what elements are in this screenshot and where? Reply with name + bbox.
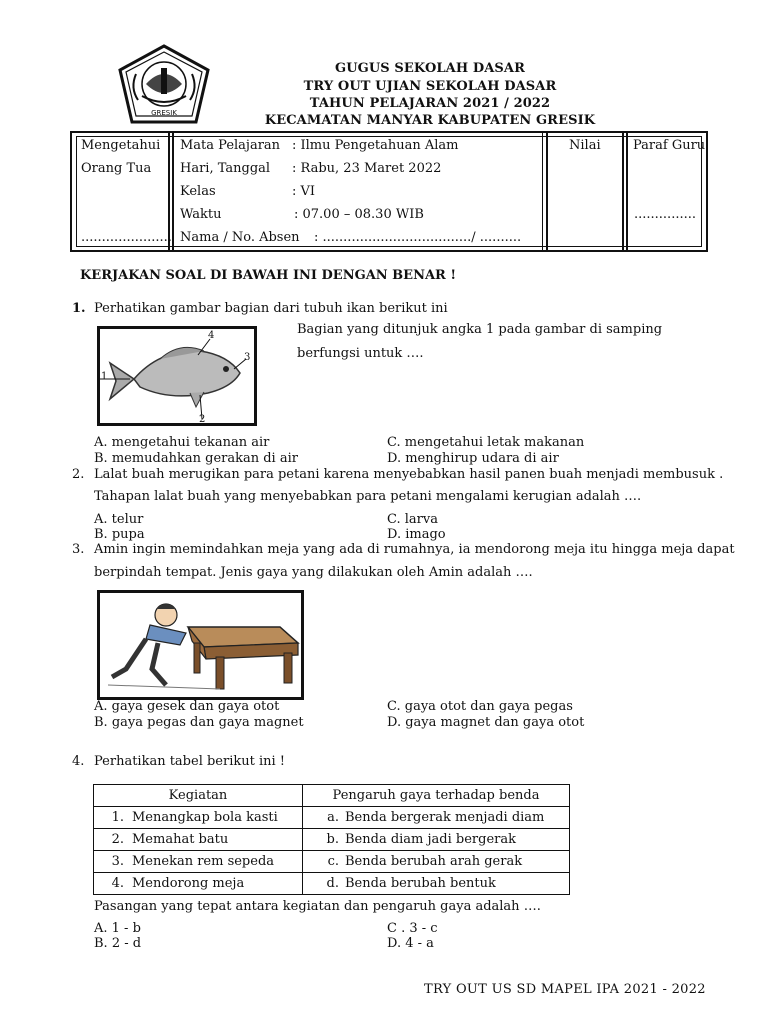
q2-option-b[interactable]: B. pupa [94, 527, 145, 542]
parent-signature-line: ...................... [81, 230, 172, 245]
q1-option-c[interactable]: C. mengetahui letak makanan [387, 435, 585, 450]
row-number: 3. [111, 854, 124, 869]
q2-option-a[interactable]: A. telur [94, 512, 144, 527]
row-letter: d. [326, 876, 339, 891]
waktu-value: : 07.00 – 08.30 WIB [294, 207, 424, 222]
nilai-label: Nilai [569, 138, 601, 153]
paraf-label: Paraf Guru [633, 138, 706, 153]
row-letter: a. [327, 810, 339, 825]
q2-option-c[interactable]: C. larva [387, 512, 438, 527]
logo-text: GRESIK [151, 109, 177, 117]
table-row [94, 807, 570, 829]
orang-tua-label: Orang Tua [81, 161, 152, 176]
fish-label-2: 2 [199, 414, 206, 425]
row-kegiatan: Mendorong meja [132, 876, 245, 891]
instruction: KERJAKAN SOAL DI BAWAH INI DENGAN BENAR ! [80, 268, 457, 283]
q3-number: 3. [72, 542, 85, 557]
paraf-dots: ............... [634, 207, 696, 222]
table-row [94, 873, 570, 895]
table-row [94, 851, 570, 873]
row-number: 4. [111, 876, 124, 891]
waktu-label: Waktu [180, 207, 222, 222]
header-line-3: TAHUN PELAJARAN 2021 / 2022 [309, 96, 551, 111]
q4-option-d[interactable]: D. 4 - a [387, 936, 434, 951]
header-line-4: KECAMATAN MANYAR KABUPATEN GRESIK [264, 113, 596, 128]
kelas-label: Kelas [180, 184, 216, 199]
q1-number: 1. [72, 301, 86, 316]
q2-text: Lalat buah merugikan para petani karena menyebabkan hasil panen buah menjadi membusuk . [94, 467, 724, 482]
q1-option-d[interactable]: D. menghirup udara di air [387, 451, 559, 466]
fish-label-4: 4 [208, 330, 215, 341]
fish-label-3: 3 [244, 352, 251, 363]
mapel-label: Mata Pelajaran [180, 138, 281, 153]
q3-option-d[interactable]: D. gaya magnet dan gaya otot [387, 715, 585, 730]
row-number: 1. [111, 810, 124, 825]
hari-value: : Rabu, 23 Maret 2022 [292, 161, 442, 176]
row-pengaruh: Benda berubah bentuk [345, 876, 496, 891]
q4-option-a[interactable]: A. 1 - b [94, 921, 141, 936]
table-header-pengaruh: Pengaruh gaya terhadap benda [303, 785, 570, 807]
nama-label: Nama / No. Absen [180, 230, 300, 245]
footer-text: TRY OUT US SD MAPEL IPA 2021 - 2022 [424, 982, 706, 997]
nama-value: : ..................................../ .......... [314, 230, 522, 245]
header-line-1: GUGUS SEKOLAH DASAR [335, 61, 525, 76]
row-number: 2. [111, 832, 124, 847]
mapel-value: : Ilmu Pengetahuan Alam [292, 138, 459, 153]
row-pengaruh: Benda berubah arah gerak [345, 854, 523, 869]
fish-label-1: 1 [101, 371, 108, 382]
table-header-kegiatan: Kegiatan [94, 785, 303, 807]
q2-text-2: Tahapan lalat buah yang menyebabkan para petani mengalami kerugian adalah …. [94, 489, 642, 504]
row-kegiatan: Memahat batu [132, 832, 229, 847]
q3-text: Amin ingin memindahkan meja yang ada di rumahnya, ia mendorong meja itu hingga meja dapat [94, 542, 735, 557]
mengetahui-label: Mengetahui [81, 138, 161, 153]
student-info-table [70, 131, 708, 252]
row-kegiatan: Menangkap bola kasti [132, 810, 278, 825]
q3-option-b[interactable]: B. gaya pegas dan gaya magnet [94, 715, 304, 730]
q1-option-a[interactable]: A. mengetahui tekanan air [94, 435, 270, 450]
q4-number: 4. [72, 754, 85, 769]
q2-number: 2. [72, 467, 85, 482]
header-line-2: TRY OUT UJIAN SEKOLAH DASAR [303, 79, 557, 94]
school-logo [116, 44, 212, 126]
q1-text: Perhatikan gambar bagian dari tubuh ikan berikut ini [94, 301, 448, 316]
kelas-value: : VI [292, 184, 316, 199]
q3-text-2: berpindah tempat. Jenis gaya yang dilakukan oleh Amin adalah …. [94, 565, 533, 580]
fish-image [97, 326, 257, 426]
activity-force-table [93, 784, 570, 895]
row-pengaruh: Benda diam jadi bergerak [345, 832, 516, 847]
row-letter: b. [326, 832, 339, 847]
row-letter: c. [327, 854, 339, 869]
row-kegiatan: Menekan rem sepeda [132, 854, 275, 869]
pushing-table-image [97, 590, 304, 700]
q1-option-b[interactable]: B. memudahkan gerakan di air [94, 451, 298, 466]
q4-text: Perhatikan tabel berikut ini ! [94, 754, 286, 769]
hari-label: Hari, Tanggal [180, 161, 271, 176]
row-pengaruh: Benda bergerak menjadi diam [345, 810, 545, 825]
q4-text-2: Pasangan yang tepat antara kegiatan dan pengaruh gaya adalah …. [94, 899, 541, 914]
table-row [94, 829, 570, 851]
q1-side-text-2: berfungsi untuk …. [297, 346, 424, 361]
q2-option-d[interactable]: D. imago [387, 527, 446, 542]
q3-option-a[interactable]: A. gaya gesek dan gaya otot [94, 699, 280, 714]
q1-side-text-1: Bagian yang ditunjuk angka 1 pada gambar di samping [297, 322, 663, 337]
q4-option-b[interactable]: B. 2 - d [94, 936, 142, 951]
q3-option-c[interactable]: C. gaya otot dan gaya pegas [387, 699, 573, 714]
q4-option-c[interactable]: C . 3 - c [387, 921, 438, 936]
